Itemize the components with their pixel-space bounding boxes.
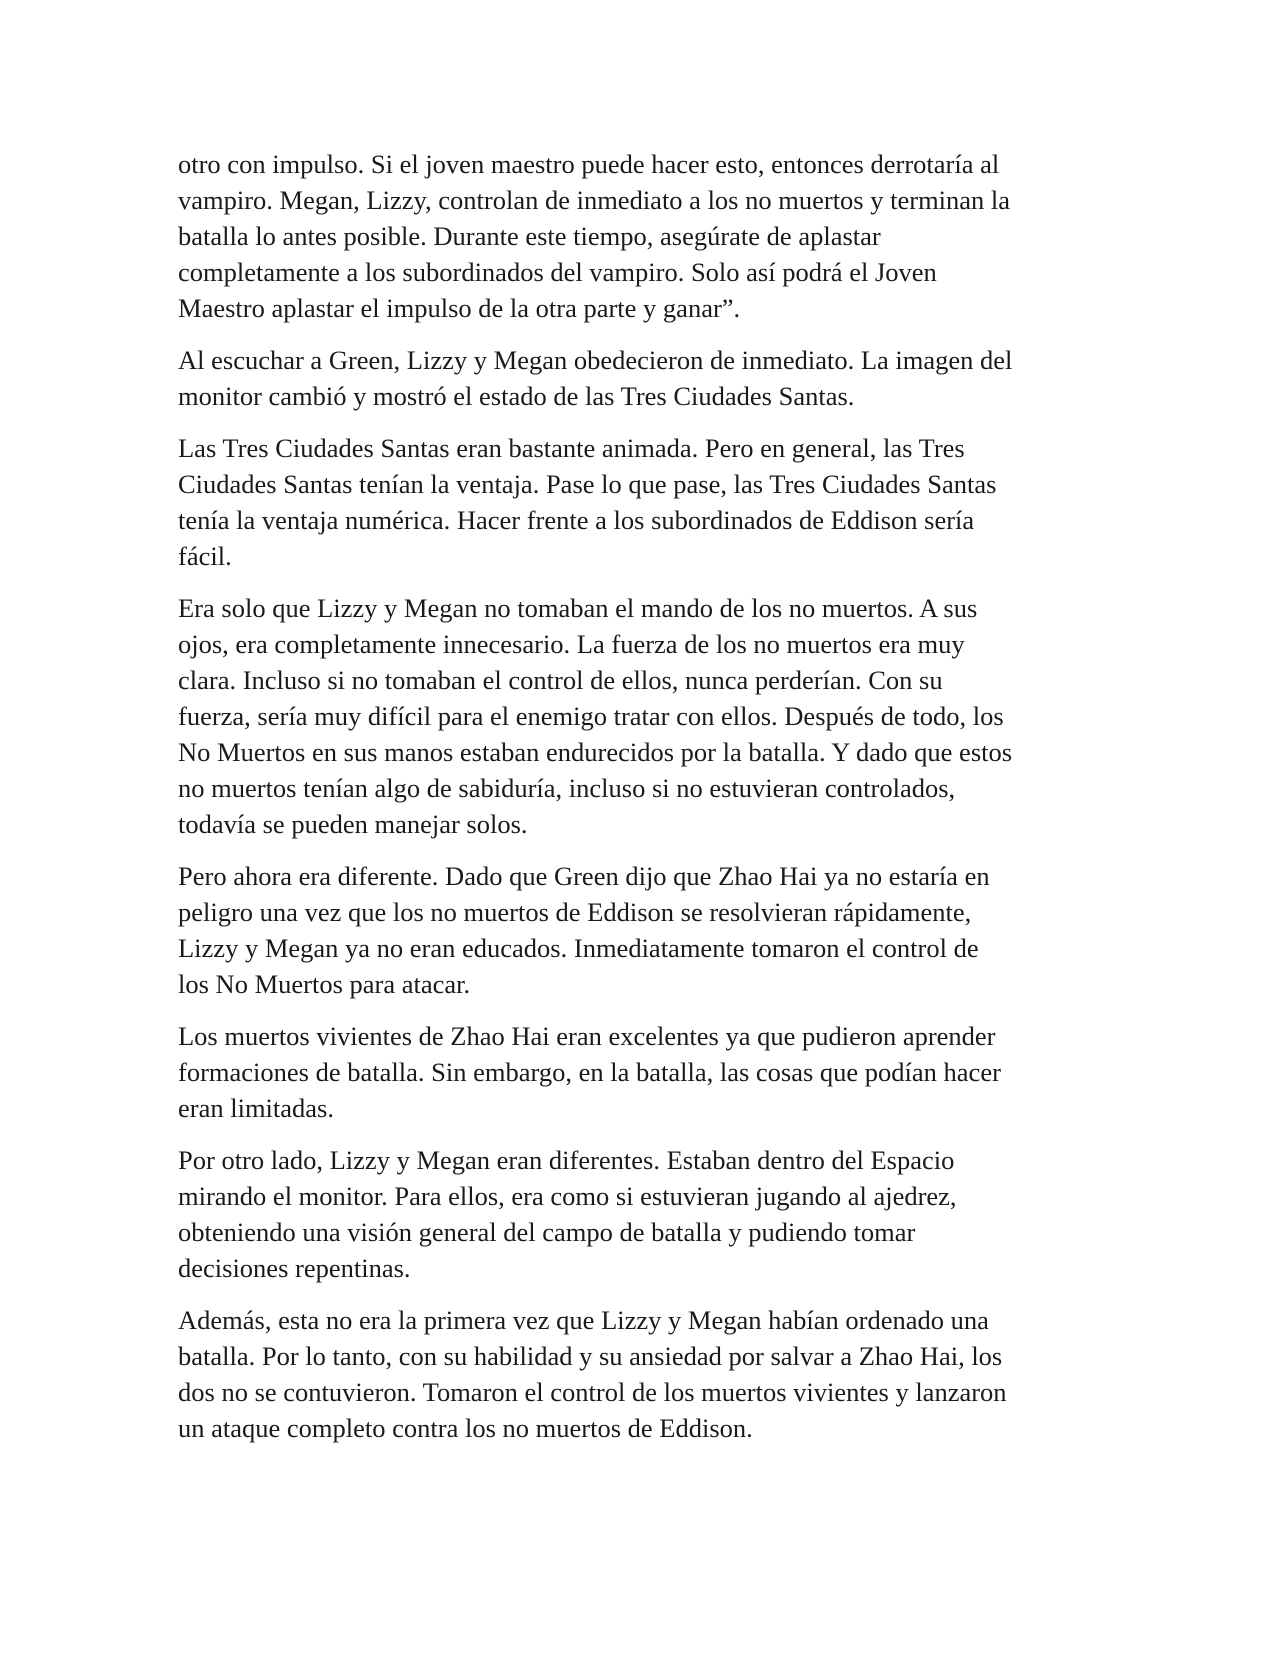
paragraph-4 — [178, 590, 1106, 842]
text-line: No Muertos en sus manos estaban endurecidos por la batalla. Y dado que estos — [178, 737, 1013, 767]
text-line: batalla lo antes posible. Durante este tiempo, asegúrate de aplastar — [178, 221, 881, 251]
document-body — [178, 146, 1106, 1462]
paragraph-7 — [178, 1142, 1106, 1286]
text-line: Las Tres Ciudades Santas eran bastante animada. Pero en general, las Tres — [178, 433, 965, 463]
text-line: Pero ahora era diferente. Dado que Green dijo que Zhao Hai ya no estaría en — [178, 861, 990, 891]
paragraph-8 — [178, 1302, 1106, 1446]
text-line: fácil. — [178, 541, 232, 571]
paragraph-3 — [178, 430, 1106, 574]
text-line: Ciudades Santas tenían la ventaja. Pase lo que pase, las Tres Ciudades Santas — [178, 469, 997, 499]
text-line: Era solo que Lizzy y Megan no tomaban el mando de los no muertos. A sus — [178, 593, 978, 623]
text-line: Lizzy y Megan ya no eran educados. Inmediatamente tomaron el control de — [178, 933, 979, 963]
text-line: peligro una vez que los no muertos de Eddison se resolvieran rápidamente, — [178, 897, 972, 927]
text-line: los No Muertos para atacar. — [178, 969, 471, 999]
text-line: Además, esta no era la primera vez que Lizzy y Megan habían ordenado una — [178, 1305, 989, 1335]
text-line: completamente a los subordinados del vampiro. Solo así podrá el Joven — [178, 257, 937, 287]
text-line: tenía la ventaja numérica. Hacer frente a los subordinados de Eddison sería — [178, 505, 975, 535]
paragraph-2 — [178, 342, 1106, 414]
text-line: un ataque completo contra los no muertos de Eddison. — [178, 1413, 753, 1443]
text-line: monitor cambió y mostró el estado de las Tres Ciudades Santas. — [178, 381, 855, 411]
text-line: dos no se contuvieron. Tomaron el control de los muertos vivientes y lanzaron — [178, 1377, 1007, 1407]
text-line: todavía se pueden manejar solos. — [178, 809, 528, 839]
text-line: fuerza, sería muy difícil para el enemigo tratar con ellos. Después de todo, los — [178, 701, 1004, 731]
paragraph-6 — [178, 1018, 1106, 1126]
text-line: ojos, era completamente innecesario. La fuerza de los no muertos era muy — [178, 629, 965, 659]
text-line: otro con impulso. Si el joven maestro puede hacer esto, entonces derrotaría al — [178, 149, 1000, 179]
text-line: Los muertos vivientes de Zhao Hai eran excelentes ya que pudieron aprender — [178, 1021, 996, 1051]
text-line: Al escuchar a Green, Lizzy y Megan obedecieron de inmediato. La imagen del — [178, 345, 1013, 375]
text-line: vampiro. Megan, Lizzy, controlan de inmediato a los no muertos y terminan la — [178, 185, 1011, 215]
text-line: batalla. Por lo tanto, con su habilidad y su ansiedad por salvar a Zhao Hai, los — [178, 1341, 1003, 1371]
text-line: Maestro aplastar el impulso de la otra parte y ganar”. — [178, 293, 741, 323]
text-line: obteniendo una visión general del campo de batalla y pudiendo tomar — [178, 1217, 916, 1247]
paragraph-1 — [178, 146, 1106, 326]
text-line: formaciones de batalla. Sin embargo, en la batalla, las cosas que podían hacer — [178, 1057, 1001, 1087]
text-line: mirando el monitor. Para ellos, era como si estuvieran jugando al ajedrez, — [178, 1181, 957, 1211]
text-line: Por otro lado, Lizzy y Megan eran diferentes. Estaban dentro del Espacio — [178, 1145, 955, 1175]
text-line: decisiones repentinas. — [178, 1253, 411, 1283]
text-line: clara. Incluso si no tomaban el control de ellos, nunca perderían. Con su — [178, 665, 943, 695]
paragraph-5 — [178, 858, 1106, 1002]
text-line: no muertos tenían algo de sabiduría, incluso si no estuvieran controlados, — [178, 773, 956, 803]
text-line: eran limitadas. — [178, 1093, 334, 1123]
